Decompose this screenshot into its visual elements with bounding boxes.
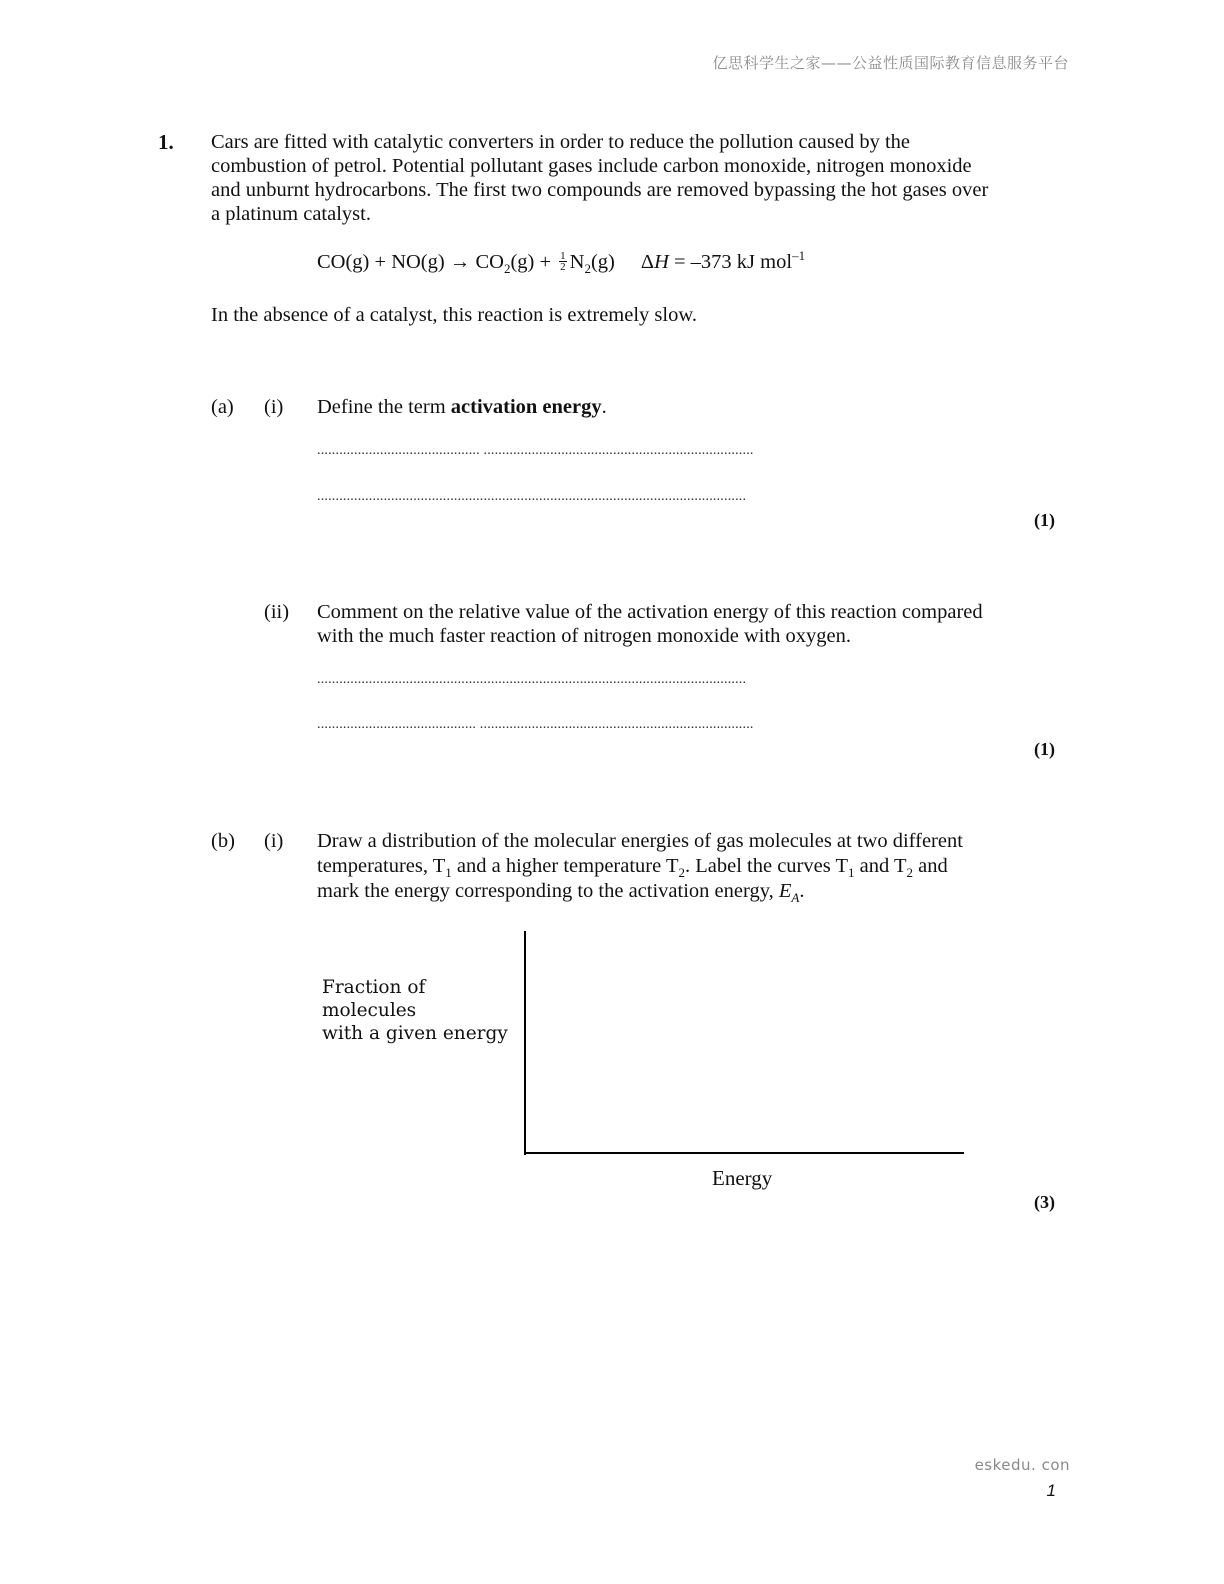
intro-line: and unburnt hydrocarbons. The first two compounds are removed bypassing the hot gases over [211,179,989,201]
part-a-i-prompt: Define the term activation energy. [317,396,607,418]
part-b-i-label: (i) [264,830,284,852]
intro-line: a platinum catalyst. [211,203,371,225]
x-axis-line [524,1152,964,1154]
absence-statement: In the absence of a catalyst, this reaction is extremely slow. [211,304,697,326]
footer-site: eskedu. con [974,1456,1070,1474]
y-axis-label: Fraction of molecules with a given energy [322,977,508,1044]
y-axis-line [524,931,526,1155]
part-b-i-prompt: Draw a distribution of the molecular energies of gas molecules at two different temperatures, $T_1$ and a higher temperature $T_2$. Label the curves $T_1$ and $T_2$ and mark the energy corresponding to the activation energy, $E_A$. [317,830,963,906]
term-activation-energy: activation energy [450,396,602,418]
question-number: 1. [158,130,174,154]
answer-line[interactable]: .................................................................................................................... [317,672,747,687]
question-intro [211,130,1011,226]
marks-b-i: (3) [1034,1192,1055,1212]
part-a-ii-prompt: Comment on the relative value of the activation energy of this reaction compared with the much faster reaction of nitrogen monoxide with oxygen. [317,601,983,647]
part-b-label: (b) [211,830,235,852]
one-half-fraction: $\frac{1}{2}$ [560,249,566,273]
x-axis-label: Energy [712,1166,773,1190]
answer-line[interactable]: ............................................ ......................................................................... [317,443,754,458]
answer-line[interactable]: .................................................................................................................... [317,489,747,504]
marks-a-i: (1) [1034,510,1055,530]
page-header: 亿思科学生之家——公益性质国际教育信息服务平台 [712,54,1069,72]
page-number: 1 [1046,1481,1056,1500]
marks-a-ii: (1) [1034,739,1055,759]
part-a-i-label: (i) [264,396,284,418]
part-a-label: (a) [211,396,234,418]
intro-line: Cars are fitted with catalytic converters in order to reduce the pollution caused by the [211,131,911,153]
reaction-equation: $CO(g) + NO(g) \to CO_2(g)$ + $\frac{1}{2}$ $N_2(g) \Delta H = -373$ kJ mol$^{-1}$ [317,248,806,277]
answer-line[interactable]: ........................................... .......................................................................... [317,717,754,732]
intro-line: combustion of petrol. Potential pollutant gases include carbon monoxide, nitrogen monoxide [211,155,972,177]
part-a-ii-label: (ii) [264,601,290,623]
